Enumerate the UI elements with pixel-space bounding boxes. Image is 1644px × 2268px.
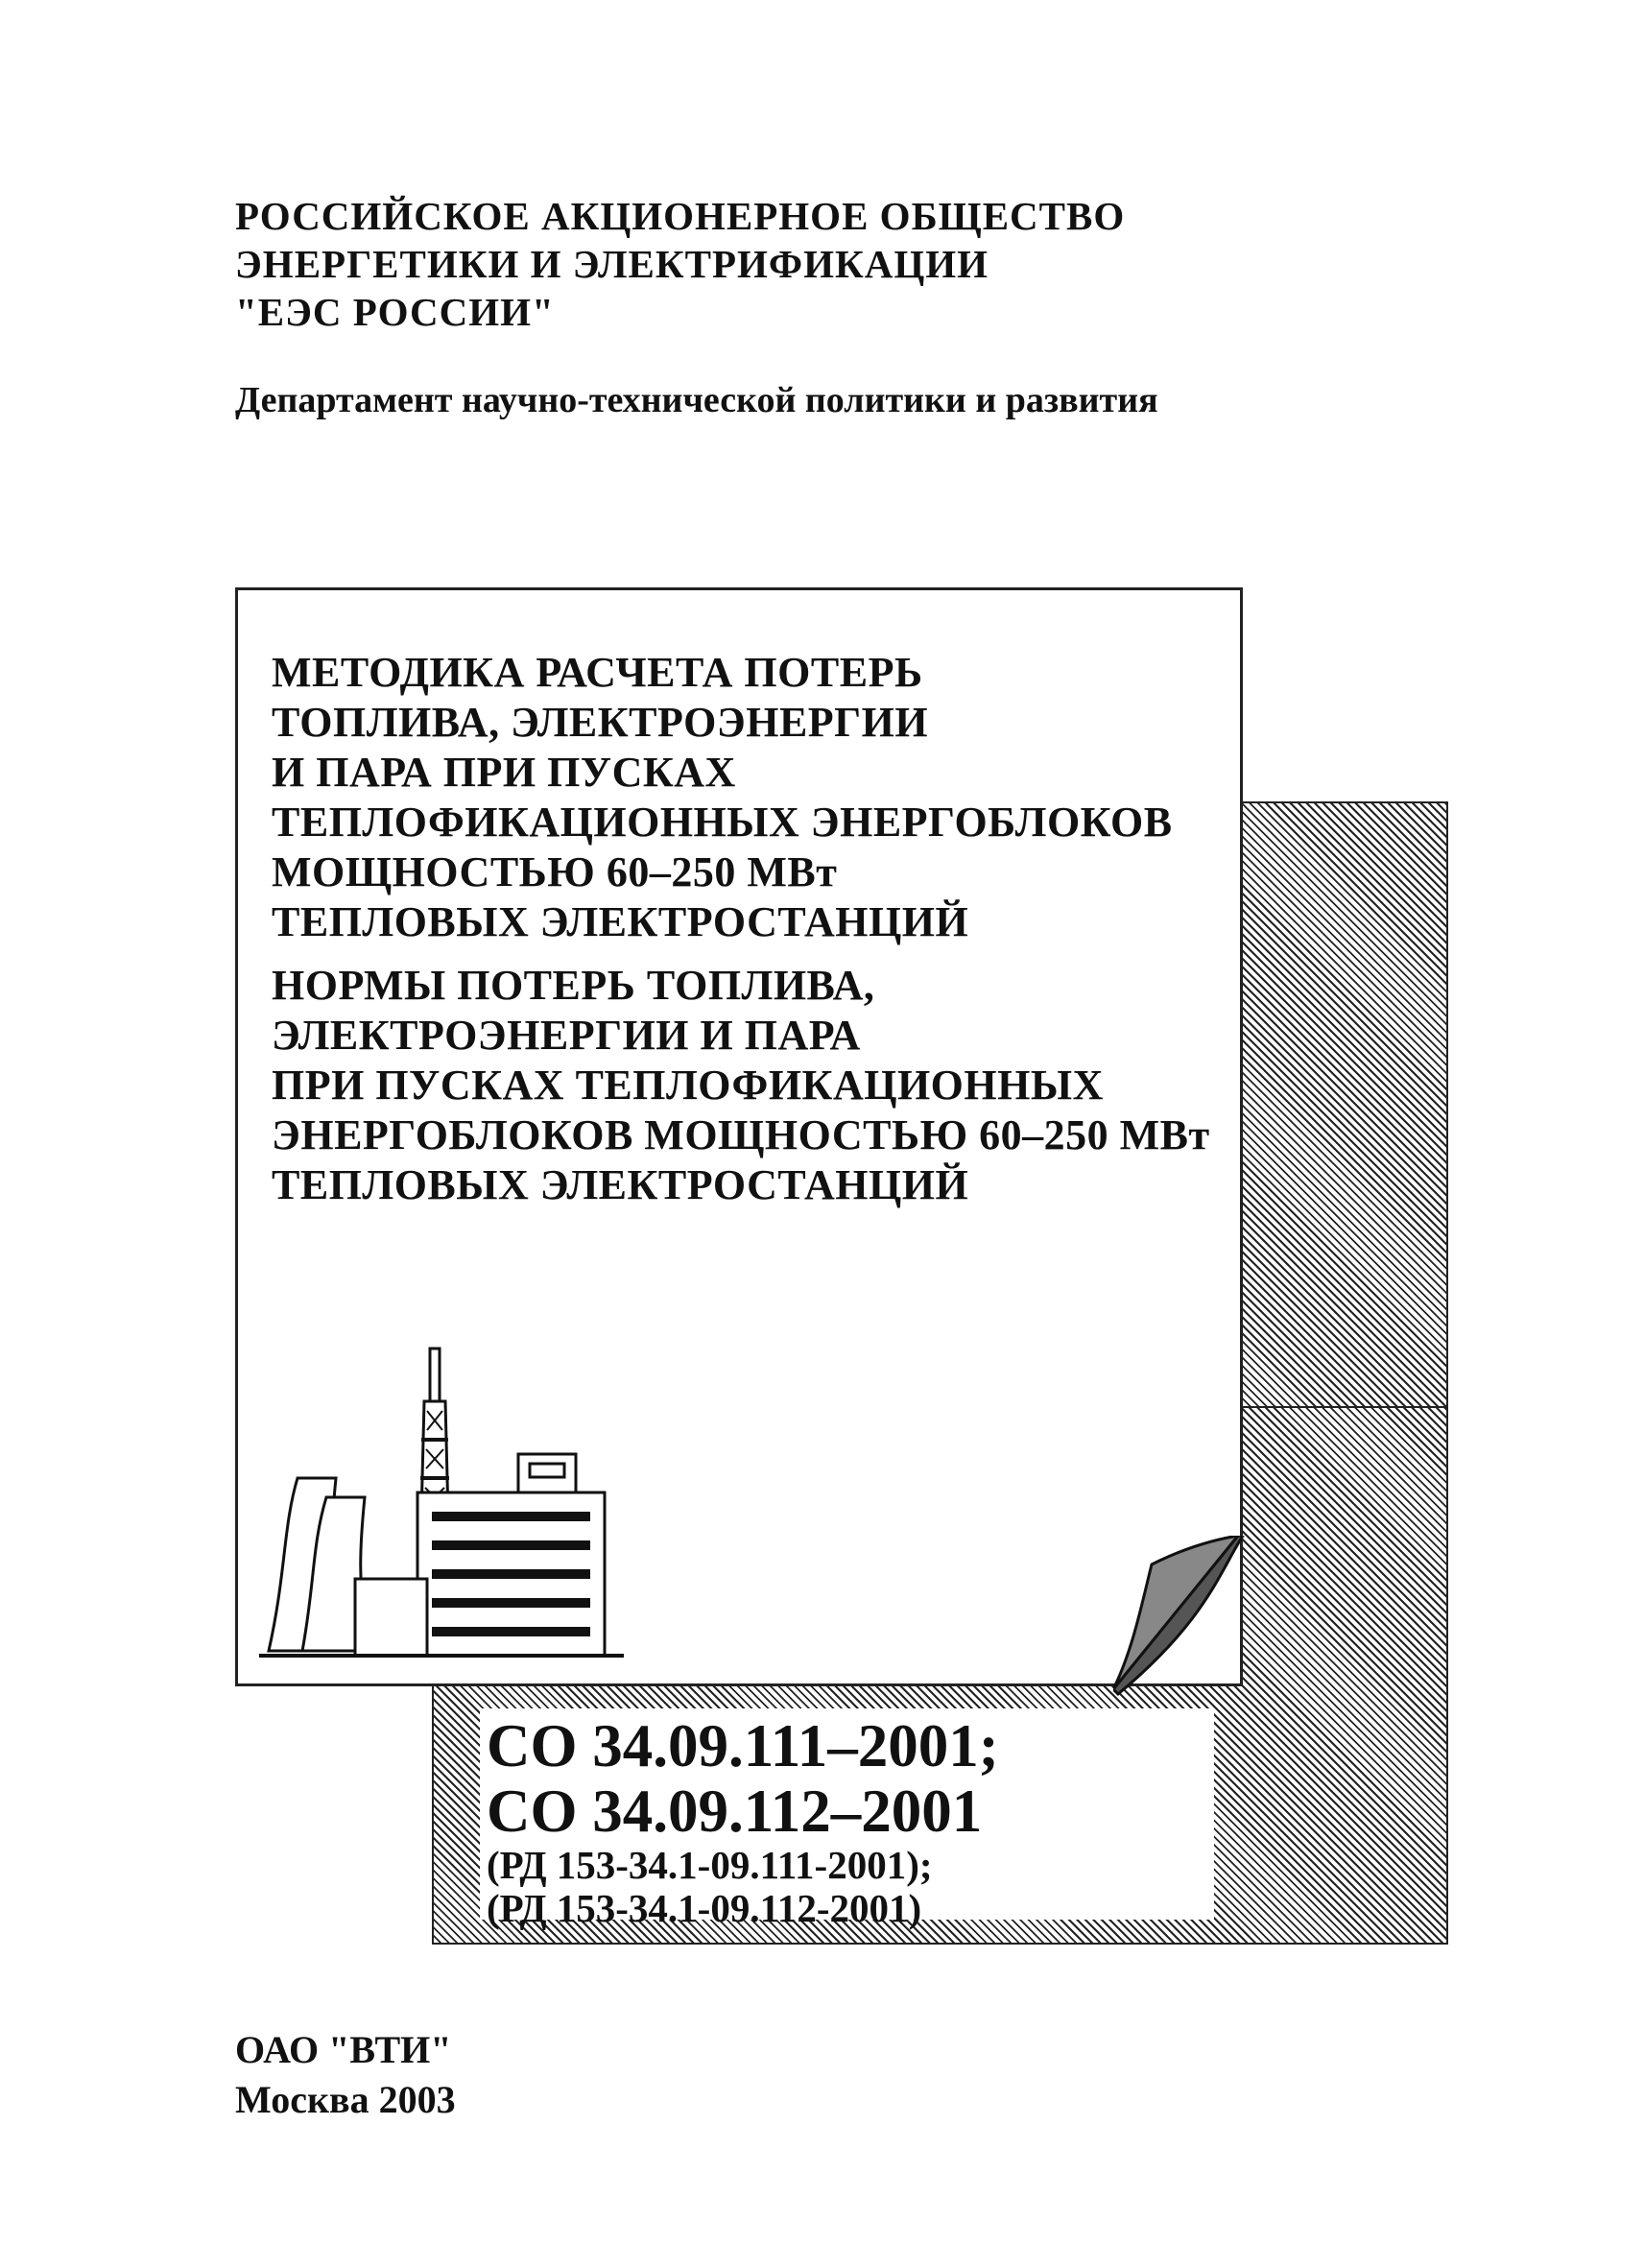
publisher-name: ОАО "ВТИ" (235, 2028, 452, 2071)
so-code-1: СО 34.09.111–2001; (487, 1712, 999, 1779)
rd-code-1: (РД 153-34.1-09.111-2001); (487, 1843, 933, 1887)
page-curl-icon (1113, 1536, 1248, 1699)
subtitle-line: ТЕПЛОВЫХ ЭЛЕКТРОСТАНЦИЙ (272, 1161, 969, 1208)
title-line: МЕТОДИКА РАСЧЕТА ПОТЕРЬ (272, 649, 923, 696)
title-line: ТЕПЛОВЫХ ЭЛЕКТРОСТАНЦИЙ (272, 898, 969, 945)
organization-header (235, 192, 1125, 336)
department-name: Департамент научно-технической политики и развития (235, 380, 1158, 420)
subtitle-line: НОРМЫ ПОТЕРЬ ТОПЛИВА, (272, 962, 875, 1009)
title-line: ТЕПЛОФИКАЦИОННЫХ ЭНЕРГОБЛОКОВ (272, 799, 1173, 846)
document-codes (487, 1713, 999, 1930)
title-gap (272, 947, 1210, 961)
title-line: МОЩНОСТЬЮ 60–250 МВт (272, 848, 838, 895)
title-line: ТОПЛИВА, ЭЛЕКТРОЭНЕРГИИ (272, 699, 929, 746)
hatched-background-right (1238, 801, 1448, 1429)
rd-code-2: (РД 153-34.1-09.112-2001) (487, 1886, 922, 1930)
organization-line-1: РОССИЙСКОЕ АКЦИОНЕРНОЕ ОБЩЕСТВО (235, 194, 1126, 238)
subtitle-line: ПРИ ПУСКАХ ТЕПЛОФИКАЦИОННЫХ (272, 1062, 1104, 1109)
publisher-block (235, 2025, 456, 2125)
so-code-2: СО 34.09.112–2001 (487, 1778, 983, 1845)
subtitle-line: ЭЛЕКТРОЭНЕРГИИ И ПАРА (272, 1012, 861, 1059)
subtitle-line: ЭНЕРГОБЛОКОВ МОЩНОСТЬЮ 60–250 МВт (272, 1111, 1210, 1158)
document-title (272, 648, 1210, 1210)
publisher-place-year: Москва 2003 (235, 2078, 456, 2121)
organization-line-3: "ЕЭС РОССИИ" (235, 290, 555, 334)
title-line: И ПАРА ПРИ ПУСКАХ (272, 749, 736, 796)
organization-line-2: ЭНЕРГЕТИКИ И ЭЛЕКТРИФИКАЦИИ (235, 242, 989, 286)
power-plant-illustration-icon (259, 1334, 624, 1680)
